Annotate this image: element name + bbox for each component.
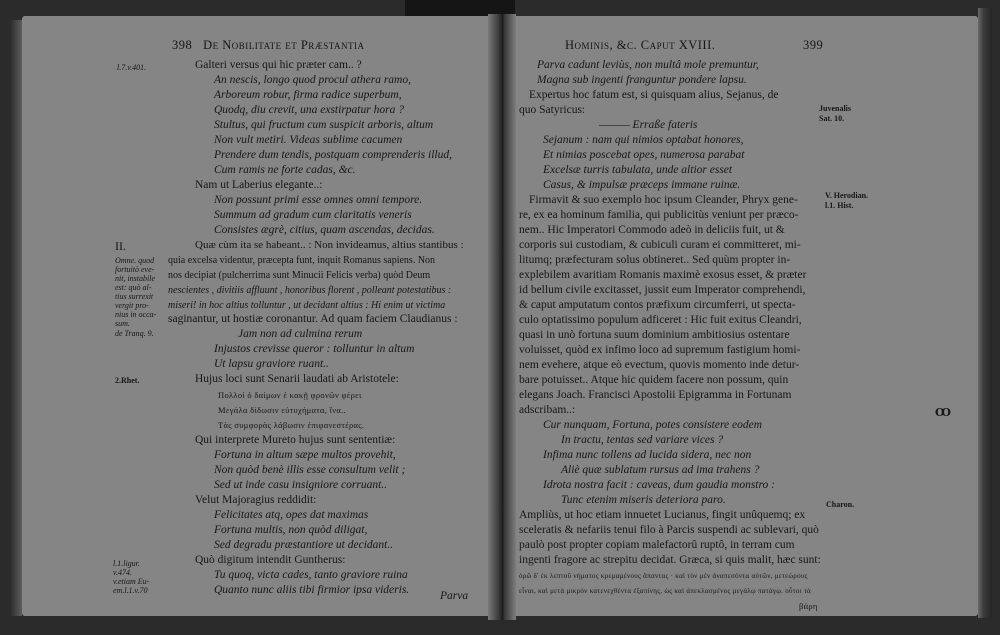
right-page — [503, 16, 978, 616]
verse-line: Sed degradu præstantiore ut decidant.. — [214, 539, 394, 551]
verse-line: Prendere dum tendis, postquam comprenderis illud, — [214, 149, 452, 161]
greek-line: Τὰς συμφορὰς λάβωσιν ἐπιφανεστέρας. — [218, 420, 365, 430]
margin-note: v.474. — [113, 568, 132, 577]
verse-line: Non quòd benè illis esse consultum velit ; — [214, 464, 406, 476]
left-page — [22, 16, 498, 616]
left-page-number: 398 — [172, 38, 193, 52]
text-line: Nam ut Laberius elegante..: — [195, 179, 323, 191]
verse-line: Parva cadunt leviùs, non multâ mole premuntur, — [537, 59, 759, 71]
verse-line: Consistes ægrè, citius, quam ascendas, decidas. — [214, 224, 435, 236]
margin-note: em.l.1.v.70 — [113, 586, 148, 595]
text-line: nem.. Hic Imperatori Commodo adeò in deliciis fuit, ut & — [519, 224, 785, 236]
margin-note: nius in occa- — [115, 310, 157, 319]
text-line: Velut Majoragius reddidit: — [195, 494, 317, 506]
verse-line: Cur nunquam, Fortuna, potes consistere eodem — [543, 419, 763, 431]
margin-note: tius surrexit — [115, 292, 154, 301]
margin-note: fortuitò eve- — [115, 265, 155, 274]
verse-line: Cum ramis ne forte cadas, &c. — [214, 164, 356, 176]
margin-note: 2.Rhet. — [115, 376, 140, 385]
margin-note: Juvenalis — [819, 104, 852, 113]
margin-note: l.1.ligur. — [113, 559, 140, 568]
left-running-head — [172, 38, 365, 53]
book-gutter — [488, 14, 516, 620]
verse-line: Arboreum robur, firma radice superbum, — [214, 89, 402, 101]
text-line: quasi in unò fortuna suum dominium ambitiosius ostentare — [519, 329, 790, 341]
verse-line: Et nimias poscebat opes, numerosa parabat — [543, 149, 745, 161]
verse-line: Sejanum : nam qui nimios optabat honores, — [543, 134, 744, 146]
margin-note: vergit pro- — [115, 301, 149, 310]
verse-line: Fortuna in altum sæpe multos provehit, — [214, 449, 396, 461]
margin-note: Charon. — [826, 500, 855, 509]
text-line: ingenti fragore ac strepitu decidat. Græca, si quis malit, hæc sunt: — [519, 554, 821, 566]
verse-line: Magna sub ingenti franguntur pondere lapsu. — [537, 74, 747, 86]
section-number: II. — [115, 239, 126, 253]
text-line: explebilem avaritiam Romanis maximè exosus esset, & præter — [519, 269, 807, 281]
text-line: Quæ cùm ita se habeant.. : Non invideamus, altius stantibus : — [195, 239, 464, 251]
verse-line: Felicitates atq, opes dat maximas — [214, 509, 369, 521]
greek-line: Μεγάλα δίδωσιν εὐτυχήματα, ἵνα.. — [218, 405, 346, 415]
margin-note: Sat. 10. — [819, 114, 845, 123]
text-line: corporis sui custodiam, & cubiculi curam ei committeret, mi- — [519, 239, 801, 251]
margin-note: l.1. Hist. — [825, 201, 854, 210]
right-page-edge — [978, 8, 992, 618]
margin-note: nit, instabile — [115, 274, 155, 283]
text-line: saginantur, ut hostiæ coronantur. Ad quam faciem Claudianus : — [168, 313, 458, 325]
verse-line: Stultus, qui fructum cum suspicit arboris, altum — [214, 119, 434, 131]
verse-line: Jam non ad culmina rerum — [238, 328, 363, 340]
text-line: culo optatissimo populum adficeret : Hic fuit exitus Cleandri, — [519, 314, 802, 326]
text-line: re, ex ea hominum familia, qui publicitùs veniunt per præco- — [519, 209, 799, 221]
margin-note: l.7.v.401. — [117, 63, 147, 72]
margin-note: V. Herodian. — [825, 191, 869, 200]
verse-line: Non vult metiri. Videas sublime cacumen — [214, 134, 403, 146]
text-line: id bellum civile excitasset, jussit eum Imperator comprehendi, — [519, 284, 806, 296]
greek-line: βάρη — [799, 601, 818, 611]
verse-line: Non possunt primi esse omnes omni tempore. — [214, 194, 423, 206]
greek-line: εἶναι, καὶ μετὰ μικρὸν κατενεχθέντα ἐξαπίνης, ὡς καὶ ἀπεκλασμένος μεγάλῳ πατάγῳ. οὗτοι τὰ — [519, 587, 812, 595]
margin-mark: Ꝏ — [935, 407, 951, 419]
greek-line: Πολλοὶ ὁ δαίμων ἐ κακῇ φρονῶν φέρει — [218, 390, 362, 400]
text-line: voluisset, quòd ex infimo loco ad supremum fastigium homi- — [519, 344, 801, 356]
left-head-title: De Nobilitate et Præstantia — [203, 38, 365, 52]
text-line: paulò post propter copiam malefactorû ruptô, in terram cum — [519, 539, 795, 551]
verse-line: Casus, & impulsæ præceps immane ruinæ. — [543, 179, 741, 191]
text-line: Firmavit & suo exemplo hoc ipsum Cleander, Phryx gene- — [529, 194, 798, 206]
margin-note: sum. — [115, 319, 130, 328]
verse-line: Summum ad gradum cum claritatis veneris — [214, 209, 412, 221]
verse-line: In tractu, tentas sed variare vices ? — [561, 434, 724, 446]
text-line: nos decipiat (pulcherrima sunt Minucii Felicis verba) quòd Deum — [168, 270, 431, 281]
text-line: quia excelsa videntur, præcepta funt, inquit Romanus sapiens. Non — [168, 255, 436, 266]
right-page-number: 399 — [803, 38, 824, 52]
verse-line: Tunc etenim miseris deteriora paro. — [561, 494, 726, 506]
verse-line: An nescis, longo quod procul athera ramo, — [214, 74, 411, 86]
margin-note: Omne. quod — [115, 256, 155, 265]
verse-line: Aliè quæ sublatum rursus ad ima trahens ? — [561, 464, 760, 476]
text-line: elegans Joach. Francisci Apostolii Epigramma in Fortunam — [519, 389, 792, 401]
verse-line: Infima nunc tollens ad lucida sidera, nec non — [543, 449, 752, 461]
catchword: Parva — [440, 590, 469, 602]
text-line: adscribam..: — [519, 404, 576, 416]
verse-line: Injustos crevisse queror : tolluntur in altum — [214, 343, 415, 355]
verse-line: Ut lapsu graviore ruant.. — [214, 358, 329, 370]
verse-line: Quodq, diu crevit, una exstirpatur hora ? — [214, 104, 404, 116]
text-line: & caput amputatum contos præfixum circumferri, ut specta- — [519, 299, 796, 311]
text-line: nescientes , divitiis affluunt , honoribus florent , polleant potestatibus : — [168, 285, 452, 296]
text-line: sceleratis & nefariis tenui filo à Parcis suspendi ac sublevari, quò — [519, 524, 819, 536]
margin-note: est: quò al- — [115, 283, 152, 292]
text-line: miseri! in hoc altius tolluntur , ut decidant altius : Hi enim ut victima — [168, 300, 446, 311]
verse-line: Tu quoq, victa cades, tanto graviore ruina — [214, 569, 408, 581]
margin-note: de Tranq. 9. — [115, 329, 154, 338]
right-head-title: Hominis, &c. Caput XVIII. — [565, 38, 716, 52]
verse-line: Idrota nostra facit : caveas, dum gaudia monstro : — [543, 479, 776, 491]
text-line: Ampliùs, ut hoc etiam innuetet Lucianus, fingit unûquemq; ex — [519, 509, 806, 521]
greek-line: ὁρῶ δ' ἐκ λεπτοῦ νήματος κρεμαμένους ἅπαντας · καὶ τὸν μὲν ἀναπεσόντα αὐτῶν, μετεώρους — [519, 572, 808, 580]
text-line: litumq; præfecturam solus obtineret.. Sed quùm propter in- — [519, 254, 791, 266]
verse-line: ——— Erraße fateris — [599, 119, 698, 131]
verse-line: Sed ut inde casu insigniore corruant.. — [214, 479, 388, 491]
text-line: Hujus loci sunt Senarii laudati ab Aristotele: — [195, 373, 399, 385]
margin-note: v.etiam Eu- — [113, 577, 150, 586]
text-line: Expertus hoc fatum est, si quisquam alius, Sejanus, de — [529, 89, 779, 101]
left-page-edge — [10, 20, 22, 616]
verse-line: Quanto nunc aliis tibi firmior ipsa videris. — [214, 584, 410, 596]
text-line: quo Satyricus: — [519, 104, 586, 116]
text-line: Qui interprete Mureto hujus sunt sententiæ: — [195, 434, 396, 446]
text-line: Galteri versus qui hic præter cam.. ? — [195, 59, 362, 71]
verse-line: Excelsæ turris tabulata, unde altior esset — [543, 164, 733, 176]
text-line: Quò digitum intendit Guntherus: — [195, 554, 346, 566]
verse-line: Fortuna multis, non quòd diligat, — [214, 524, 368, 536]
text-line: nem evehere, atque eò evectum, quovis momento inde detur- — [519, 359, 800, 371]
text-line: bare potuisset.. Atque hic quidem facere non possum, quin — [519, 374, 789, 386]
